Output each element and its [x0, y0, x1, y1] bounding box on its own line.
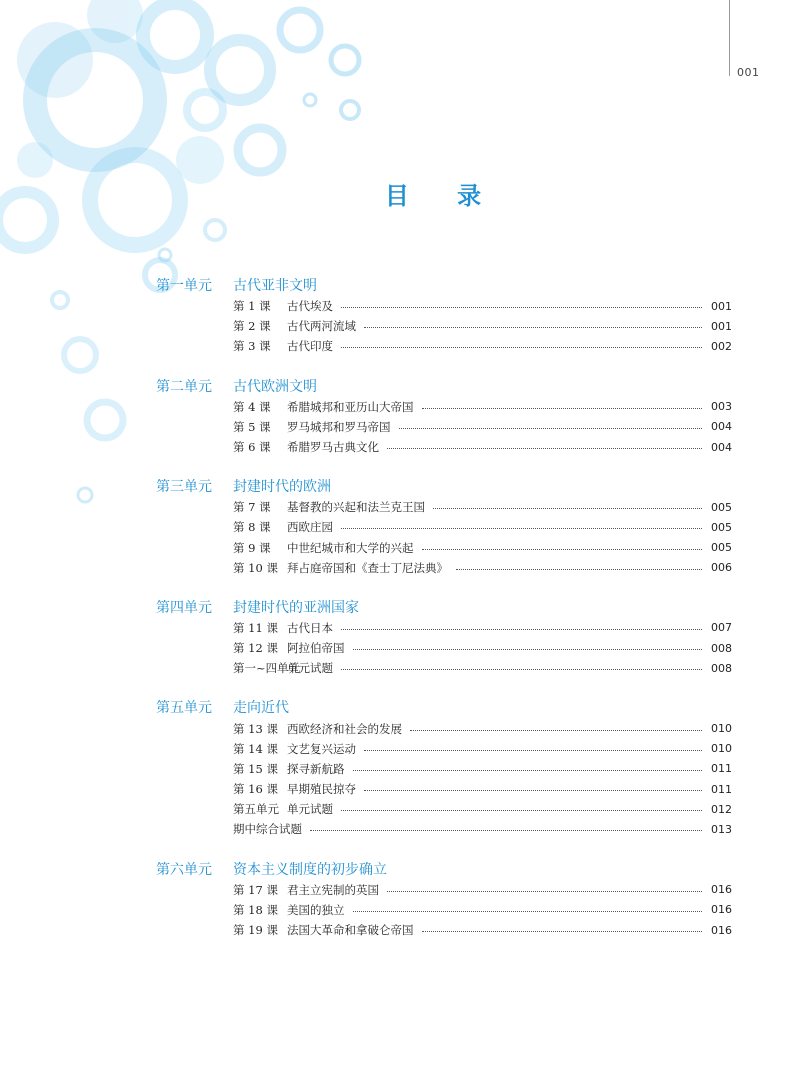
page-ref: 016 — [711, 923, 732, 937]
page-ref: 002 — [711, 339, 732, 353]
header-rule — [729, 0, 730, 76]
toc-entry[interactable] — [233, 618, 732, 638]
dot-leader — [341, 528, 702, 529]
toc-entry[interactable] — [233, 900, 732, 920]
lesson-number: 第 4 课 — [233, 399, 271, 414]
lesson-number: 第一~四单元 — [233, 661, 301, 676]
page-ref: 012 — [711, 802, 732, 816]
table-of-contents — [156, 274, 732, 958]
dot-leader — [399, 428, 703, 429]
toc-entry[interactable] — [233, 417, 732, 437]
unit-title: 资本主义制度的初步确立 — [233, 861, 387, 878]
lesson-title: 法国大革命和拿破仑帝国 — [287, 923, 414, 938]
dot-leader — [422, 549, 703, 550]
unit-heading — [156, 274, 732, 296]
page-ref: 008 — [711, 641, 732, 655]
dot-leader — [353, 770, 703, 771]
toc-entry[interactable] — [233, 497, 732, 517]
toc-entry[interactable] — [233, 296, 732, 316]
page-ref: 010 — [711, 722, 732, 736]
unit-title: 走向近代 — [233, 700, 289, 717]
unit-label: 第二单元 — [156, 378, 212, 395]
dot-leader — [387, 448, 702, 449]
unit-label: 第五单元 — [156, 700, 212, 717]
dot-leader — [433, 508, 702, 509]
dot-leader — [364, 327, 702, 328]
lesson-number: 第 13 课 — [233, 721, 278, 736]
toc-entry[interactable] — [233, 920, 732, 940]
lesson-number: 第 12 课 — [233, 641, 278, 656]
dot-leader — [353, 649, 703, 650]
toc-entry[interactable] — [233, 538, 732, 558]
page-ref: 005 — [711, 541, 732, 555]
page-ref: 001 — [711, 299, 732, 313]
dot-leader — [456, 569, 702, 570]
lesson-title: 阿拉伯帝国 — [287, 641, 345, 656]
page-ref: 010 — [711, 742, 732, 756]
dot-leader — [410, 730, 702, 731]
lesson-number: 第 6 课 — [233, 440, 271, 455]
lesson-title: 希腊城邦和亚历山大帝国 — [287, 399, 414, 414]
lesson-number: 第 9 课 — [233, 540, 271, 555]
unit-title: 封建时代的亚洲国家 — [233, 599, 359, 616]
page-number: 001 — [737, 66, 760, 79]
page-ref: 004 — [711, 440, 732, 454]
lesson-number: 第 18 课 — [233, 902, 278, 917]
lesson-number: 第五单元 — [233, 802, 279, 817]
page-ref: 011 — [711, 762, 732, 776]
toc-entry[interactable] — [233, 739, 732, 759]
toc-unit — [156, 696, 732, 839]
dot-leader — [364, 790, 702, 791]
lesson-number: 第 14 课 — [233, 741, 278, 756]
toc-entry[interactable] — [233, 880, 732, 900]
page-title: 目 录 — [384, 182, 502, 210]
page-ref: 006 — [711, 561, 732, 575]
unit-title: 古代亚非文明 — [233, 278, 317, 294]
toc-entry[interactable] — [233, 437, 732, 457]
unit-label: 第六单元 — [156, 861, 212, 878]
lesson-title: 文艺复兴运动 — [287, 741, 356, 756]
dot-leader — [310, 830, 702, 831]
lesson-title: 拜占庭帝国和《查士丁尼法典》 — [287, 560, 448, 575]
unit-heading — [156, 596, 732, 618]
page-ref: 003 — [711, 400, 732, 414]
unit-label: 第三单元 — [156, 479, 212, 496]
page-ref: 001 — [711, 319, 732, 333]
page-ref: 011 — [711, 782, 732, 796]
dot-leader — [341, 347, 702, 348]
lesson-number: 第 10 课 — [233, 560, 278, 575]
page-ref: 007 — [711, 621, 732, 635]
dot-leader — [364, 750, 702, 751]
page-ref: 008 — [711, 661, 732, 675]
unit-label: 第四单元 — [156, 599, 212, 616]
lesson-number: 第 7 课 — [233, 500, 271, 515]
dot-leader — [341, 629, 702, 630]
unit-title: 古代欧洲文明 — [233, 378, 317, 395]
toc-entry[interactable] — [233, 397, 732, 417]
toc-entry[interactable] — [233, 718, 732, 738]
toc-entry[interactable] — [233, 658, 732, 678]
unit-heading — [156, 375, 732, 397]
lesson-title: 古代两河流域 — [287, 319, 356, 334]
lesson-number: 第 16 课 — [233, 782, 278, 797]
lesson-number: 第 15 课 — [233, 761, 278, 776]
unit-heading — [156, 696, 732, 718]
lesson-number: 第 5 课 — [233, 419, 271, 434]
unit-title: 封建时代的欧洲 — [233, 479, 331, 496]
dot-leader — [341, 307, 702, 308]
toc-entry[interactable] — [233, 819, 732, 839]
lesson-number: 第 2 课 — [233, 319, 271, 334]
lesson-title: 希腊罗马古典文化 — [287, 440, 379, 455]
lesson-title: 西欧庄园 — [287, 520, 333, 535]
page-ref: 004 — [711, 420, 732, 434]
lesson-title: 单元试题 — [287, 802, 333, 817]
toc-entry[interactable] — [233, 759, 732, 779]
toc-entry[interactable] — [233, 799, 732, 819]
dot-leader — [422, 408, 703, 409]
toc-entry[interactable] — [233, 336, 732, 356]
page-ref: 005 — [711, 500, 732, 514]
lesson-number: 第 1 课 — [233, 299, 271, 314]
lesson-title: 古代埃及 — [287, 299, 333, 314]
toc-unit — [156, 858, 732, 941]
lesson-number: 第 19 课 — [233, 923, 278, 938]
page-ref: 013 — [711, 822, 732, 836]
lesson-title: 中世纪城市和大学的兴起 — [287, 540, 414, 555]
unit-label: 第一单元 — [156, 278, 212, 294]
dot-leader — [422, 931, 703, 932]
lesson-title: 单元试题 — [287, 661, 333, 676]
page-ref: 016 — [711, 883, 732, 897]
page-ref: 005 — [711, 520, 732, 534]
unit-heading — [156, 858, 732, 880]
lesson-number: 第 8 课 — [233, 520, 271, 535]
dot-leader — [387, 891, 702, 892]
toc-unit — [156, 475, 732, 578]
toc-entry[interactable] — [233, 517, 732, 537]
lesson-title: 探寻新航路 — [287, 761, 345, 776]
lesson-title: 古代日本 — [287, 620, 333, 635]
toc-entry[interactable] — [233, 316, 732, 336]
lesson-title: 早期殖民掠夺 — [287, 782, 356, 797]
toc-entry[interactable] — [233, 638, 732, 658]
toc-entry[interactable] — [233, 779, 732, 799]
lesson-title: 美国的独立 — [287, 902, 345, 917]
lesson-title: 西欧经济和社会的发展 — [287, 721, 402, 736]
lesson-number: 第 3 课 — [233, 339, 271, 354]
toc-entry[interactable] — [233, 558, 732, 578]
toc-unit — [156, 596, 732, 679]
dot-leader — [353, 911, 703, 912]
toc-unit — [156, 375, 732, 458]
lesson-title: 期中综合试题 — [233, 822, 302, 837]
lesson-title: 君主立宪制的英国 — [287, 882, 379, 897]
lesson-title: 基督教的兴起和法兰克王国 — [287, 500, 425, 515]
page-ref: 016 — [711, 903, 732, 917]
dot-leader — [341, 669, 702, 670]
dot-leader — [341, 810, 702, 811]
lesson-number: 第 11 课 — [233, 620, 278, 635]
lesson-title: 罗马城邦和罗马帝国 — [287, 419, 391, 434]
toc-unit — [156, 274, 732, 357]
unit-heading — [156, 475, 732, 497]
lesson-title: 古代印度 — [287, 339, 333, 354]
lesson-number: 第 17 课 — [233, 882, 278, 897]
